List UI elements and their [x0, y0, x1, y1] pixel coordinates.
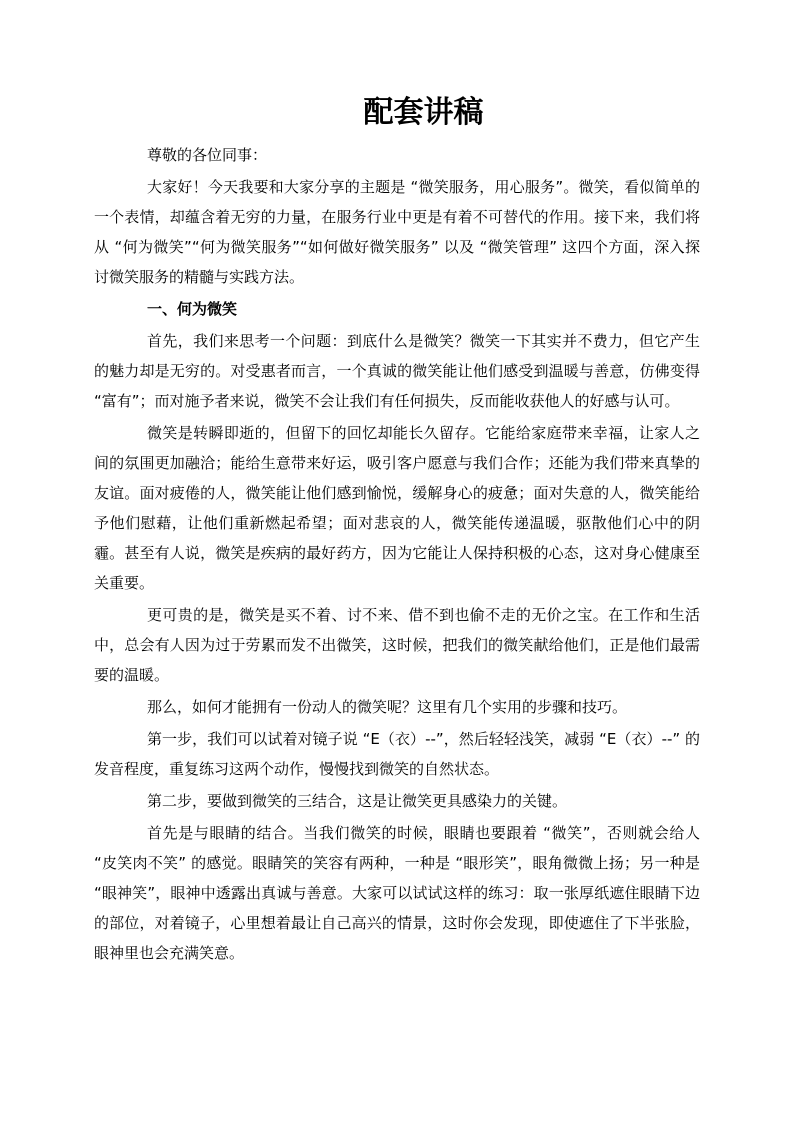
salutation: 尊敬的各位同事： [147, 146, 268, 164]
document-content [94, 92, 700, 970]
paragraph-smile-benefits: 微笑是转瞬即逝的，但留下的回忆却能长久留存。它能给家庭带来幸福，让家人之间的氛围更加融洽；能给生意带来好运，吸引客户愿意与我们合作；还能为我们带来真挚的友谊。面对疲倦的人，微笑能让他们感到愉悦，缓解身心的疲惫；面对失意的人，微笑能给予他们慰藉，让他们重新燃起希望；面对悲哀的人，微笑能传递温暖，驱散他们心中的阴霾。甚至有人说，微笑是疾病的最好药方，因为它能让人保持积极的心态，这对身心健康至关重要。 [94, 424, 700, 592]
heading-section-1-what-is-smile: 一、何为微笑 [147, 300, 238, 318]
paragraph-smile-priceless: 更可贵的是，微笑是买不着、讨不来、借不到也偷不走的无价之宝。在工作和生活中，总会有人因为过于劳累而发不出微笑，这时候，把我们的微笑献给他们，正是他们最需要的温暖。 [94, 606, 700, 684]
paragraph-smile-definition: 首先，我们来思考一个问题：到底什么是微笑？微笑一下其实并不费力，但它产生的魅力却是无穷的。对受惠者而言，一个真诚的微笑能让他们感受到温暖与善意，仿佛变得 “富有”；而对施予者来说，微笑不会让我们有任何损失，反而能收获他人的好感与认可。 [94, 332, 700, 410]
paragraph-step-two: 第二步，要做到微笑的三结合，这是让微笑更具感染力的关键。 [147, 792, 568, 810]
paragraph-eye-smile-practice: 首先是与眼睛的结合。当我们微笑的时候，眼睛也要跟着 “微笑”，否则就会给人 “皮笑肉不笑” 的感觉。眼睛笑的笑容有两种，一种是 “眼形笑”，眼角微微上扬；另一种是 “眼神笑”，眼神中透露出真诚与善意。大家可以试试这样的练习：取一张厚纸遮住眼睛下边的部位，对着镜子，心里想着最让自己高兴的情景，这时你会发现，即使遮住了下半张脸，眼神里也会充满笑意。 [94, 824, 700, 962]
paragraph-opening: 大家好！今天我要和大家分享的主题是 “微笑服务，用心服务”。微笑，看似简单的一个表情，却蕴含着无穷的力量，在服务行业中更是有着不可替代的作用。接下来，我们将从 “何为微笑”“何为微笑服务”“如何做好微笑服务” 以及 “微笑管理” 这四个方面，深入探讨微笑服务的精髓与实践方法。 [94, 178, 700, 286]
paragraph-transition-question: 那么，如何才能拥有一份动人的微笑呢？这里有几个实用的步骤和技巧。 [147, 698, 628, 716]
paragraph-step-one: 第一步，我们可以试着对镜子说 “E（衣）--”，然后轻轻浅笑，减弱 “E（衣）--” 的发音程度，重复练习这两个动作，慢慢找到微笑的自然状态。 [94, 730, 700, 778]
document-title: 配套讲稿 [363, 95, 484, 130]
